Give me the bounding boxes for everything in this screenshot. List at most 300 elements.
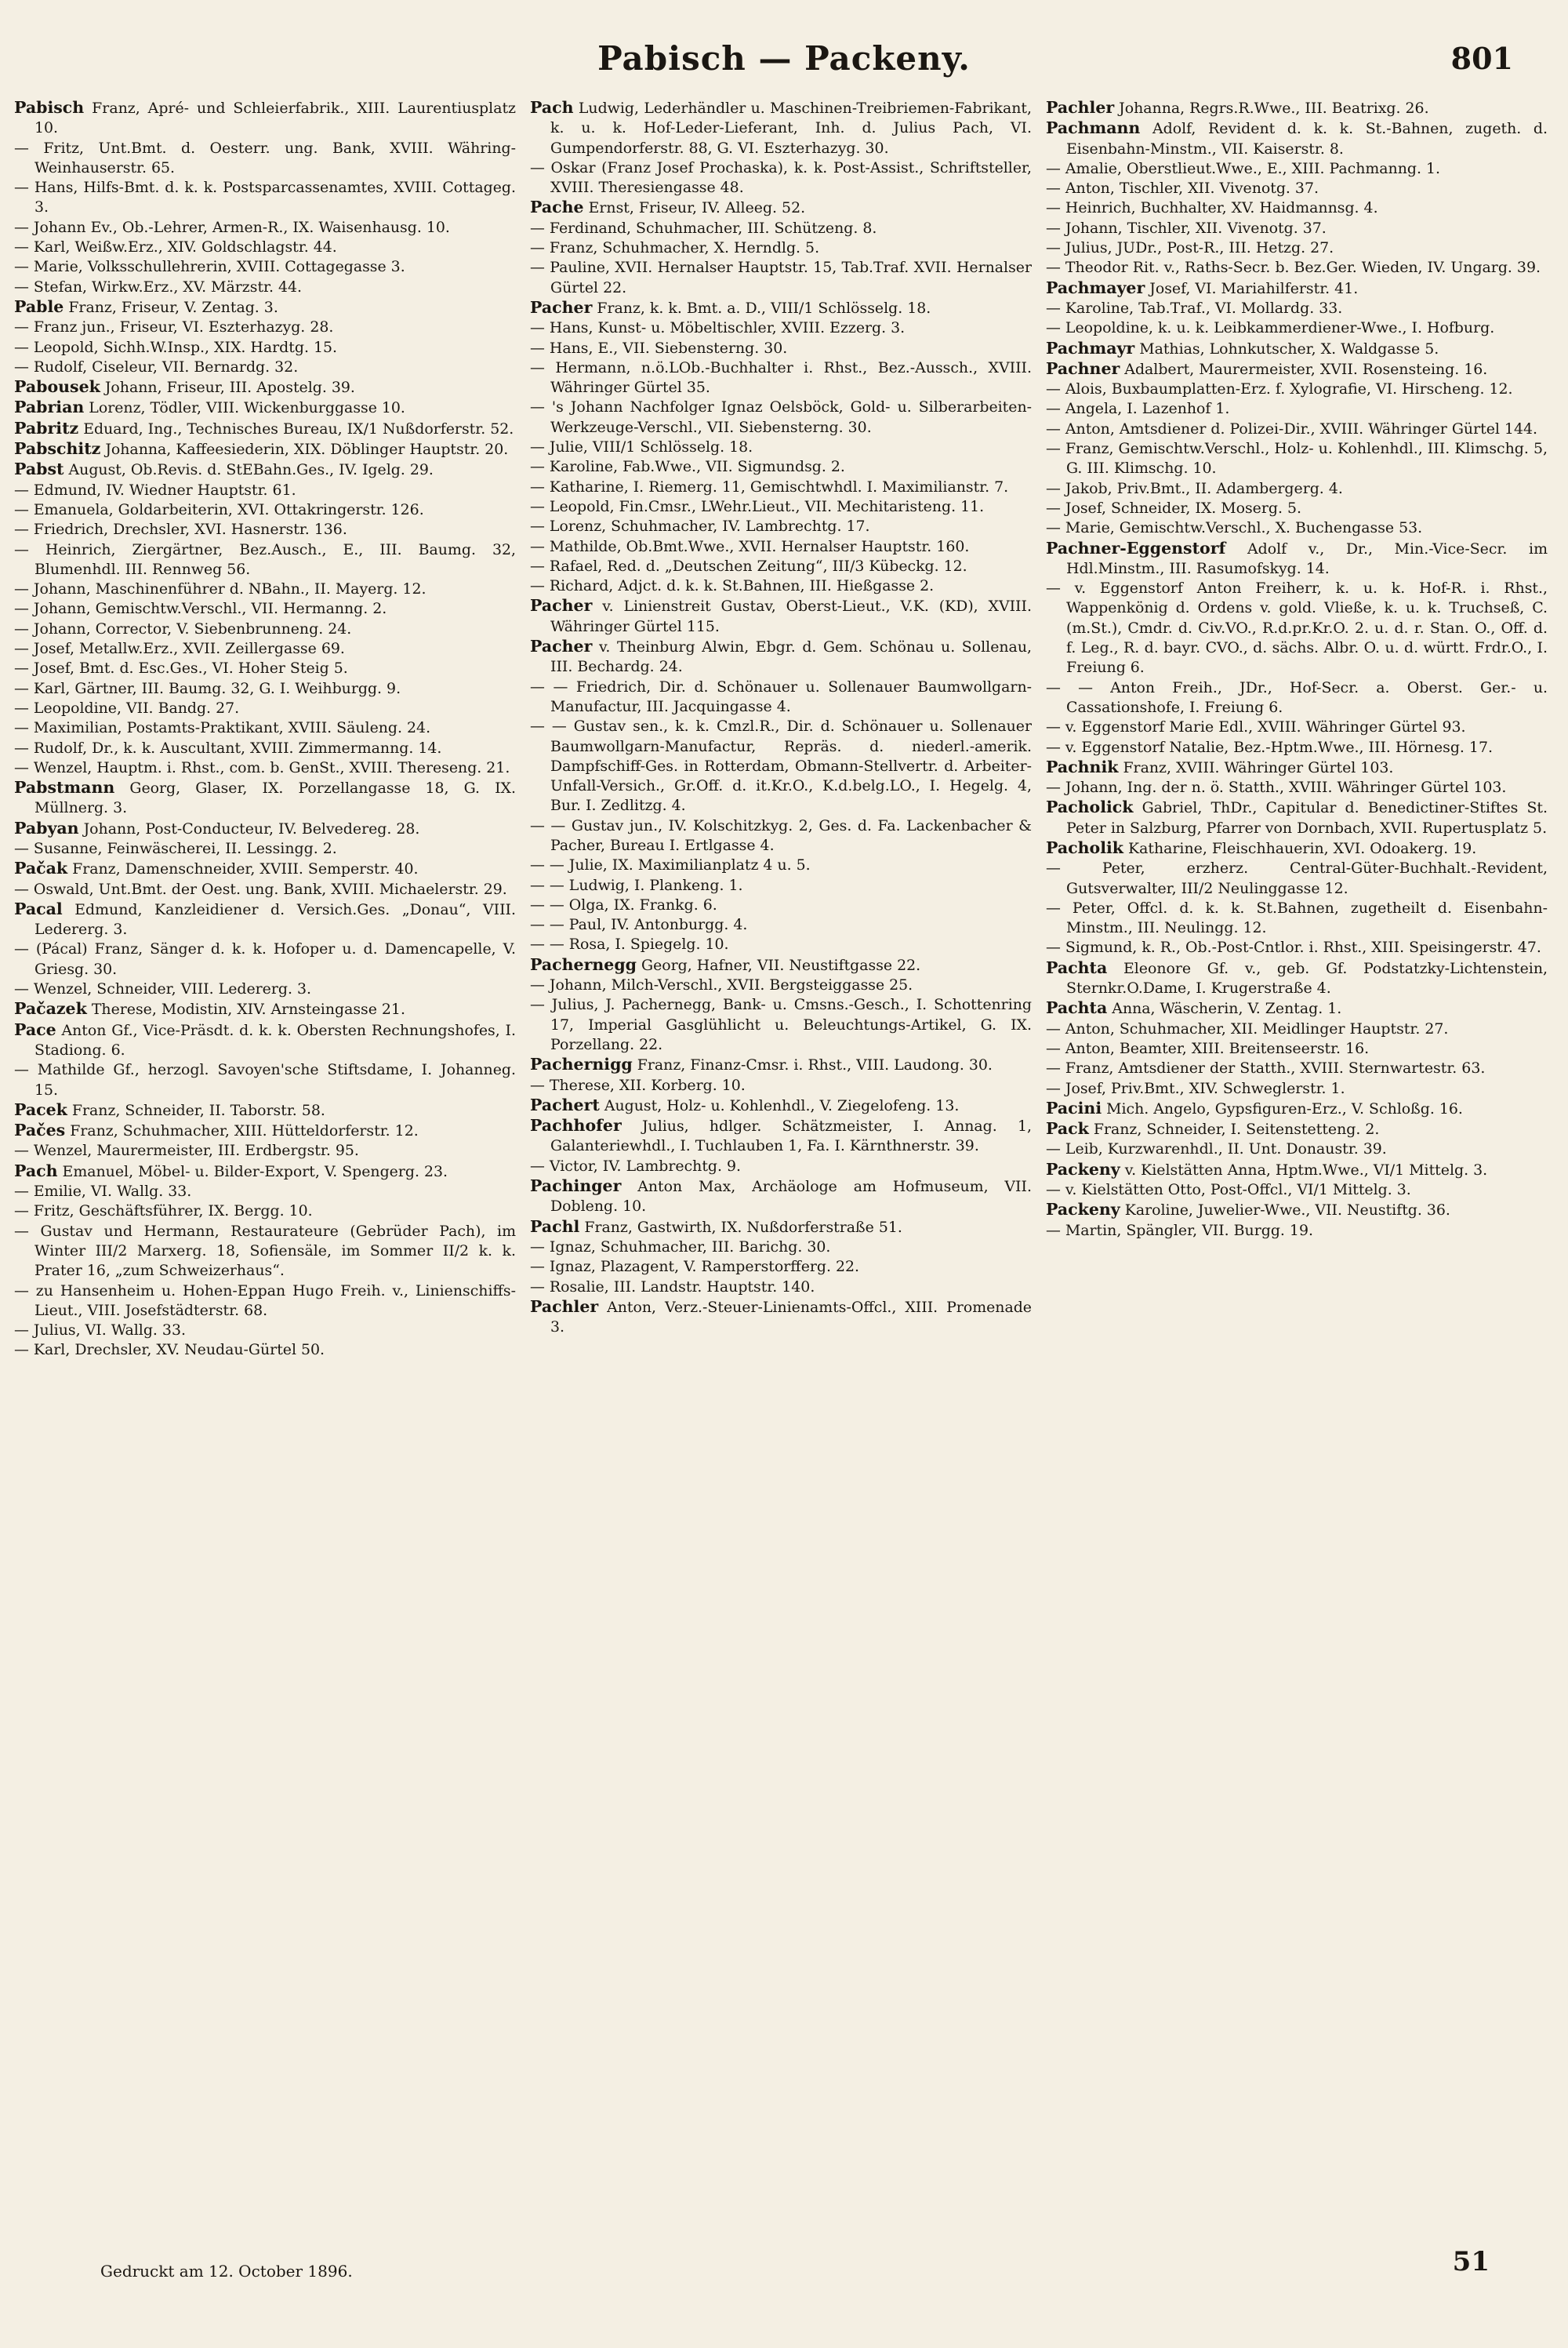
entry-text: — Johann Ev., Ob.-Lehrer, Armen-R., IX. Waisenhausg. 10. — [14, 218, 450, 236]
entry-text: — — Anton Freih., JDr., Hof-Secr. a. Oberst. Ger.- u. Cassationshofe, I. Freiung 6. — [1046, 678, 1548, 716]
entry-text: — v. Kielstätten Otto, Post-Offcl., VI/1 Mittelg. 3. — [1046, 1181, 1411, 1199]
directory-entry — [530, 517, 1032, 536]
entry-surname: Pabstmann — [14, 778, 115, 798]
entry-text: — Peter, Offcl. d. k. k. St.Bahnen, zugetheilt d. Eisenbahn-Minstm., III. Neulingg. 12. — [1046, 899, 1548, 937]
directory-entry — [1046, 278, 1548, 299]
entry-text: Katharine, Fleischhauerin, XVI. Odoakerg. 19. — [1123, 839, 1477, 857]
directory-entry — [14, 1222, 516, 1281]
running-head — [0, 39, 1568, 86]
entry-text: — Johann, Tischler, XII. Vivenotg. 37. — [1046, 219, 1327, 237]
directory-entry — [14, 439, 516, 460]
directory-entry — [1046, 399, 1548, 419]
entry-text: Edmund, Kanzleidiener d. Versich.Ges. „Donau“, VIII. Ledererg. 3. — [34, 900, 516, 939]
entry-text: Adalbert, Maurermeister, XVII. Rosensteing. 16. — [1120, 360, 1488, 378]
directory-entry — [530, 318, 1032, 338]
directory-entry — [14, 257, 516, 277]
directory-entry — [1046, 938, 1548, 958]
directory-entry — [1046, 299, 1548, 318]
directory-entry — [14, 859, 516, 879]
entry-text: — Wenzel, Hauptm. i. Rhst., com. b. GenSt., XVIII. Thereseng. 21. — [14, 758, 510, 776]
columns — [14, 98, 1551, 2219]
directory-entry — [1046, 718, 1548, 737]
entry-text: Josef, VI. Mariahilferstr. 41. — [1145, 279, 1359, 297]
entry-text: — Leopoldine, VII. Bandg. 27. — [14, 699, 240, 717]
entry-text: — Oskar (Franz Josef Prochaska), k. k. Post-Assist., Schriftsteller, XVIII. Theresiengasse 48. — [530, 158, 1032, 197]
directory-entry — [14, 377, 516, 398]
entry-surname: Pace — [14, 1020, 56, 1039]
directory-entry — [530, 219, 1032, 238]
directory-entry — [14, 1161, 516, 1182]
entry-text: — Fritz, Geschäftsführer, IX. Bergg. 10. — [14, 1202, 313, 1220]
entry-text: — Edmund, IV. Wiedner Hauptstr. 61. — [14, 481, 296, 499]
directory-entry — [1046, 1079, 1548, 1099]
directory-entry — [14, 178, 516, 218]
directory-entry — [530, 955, 1032, 976]
entry-surname: Pachner — [1046, 358, 1120, 378]
directory-entry — [14, 218, 516, 238]
directory-entry — [14, 699, 516, 718]
entry-surname: Pacher — [530, 637, 593, 656]
entry-surname: Pacholik — [1046, 838, 1123, 857]
entry-text: — Julius, VI. Wallg. 33. — [14, 1321, 186, 1339]
directory-entry — [530, 1278, 1032, 1297]
directory-entry — [1046, 1180, 1548, 1200]
entry-text: — Theodor Rit. v., Raths-Secr. b. Bez.Ger. Wieden, IV. Ungarg. 39. — [1046, 259, 1541, 277]
entry-text: — Franz, Amtsdiener der Statth., XVIII. Sternwartestr. 63. — [1046, 1060, 1486, 1078]
directory-entry — [14, 1020, 516, 1061]
entry-text: — Anton, Beamter, XIII. Breitenseerstr. 16. — [1046, 1039, 1370, 1057]
directory-entry — [14, 580, 516, 599]
directory-entry — [1046, 380, 1548, 399]
entry-text: — Hans, Kunst- u. Möbeltischler, XVIII. Ezzerg. 3. — [530, 319, 906, 337]
entry-text: — Josef, Schneider, IX. Moserg. 5. — [1046, 499, 1302, 517]
column-1 — [14, 98, 516, 2219]
directory-entry — [530, 358, 1032, 398]
directory-entry — [14, 940, 516, 980]
entry-text: — Rosalie, III. Landstr. Hauptstr. 140. — [530, 1278, 815, 1296]
entry-surname: Pacini — [1046, 1098, 1102, 1118]
directory-entry — [14, 1281, 516, 1321]
entry-surname: Pachner-Eggenstorf — [1046, 538, 1226, 558]
entry-text: Johann, Friseur, III. Apostelg. 39. — [100, 379, 355, 397]
entry-text: — — Gustav sen., k. k. Cmzl.R., Dir. d. Schönauer u. Sollenauer Baumwollgarn-Manufactur, Repräs. d. niederl.-amerik. Dampfschiff-Ges. in Rotterdam, Obmann-Stellvertr. d. Arbeiter-Unfall-Versich., Gr.Off. d. it.Kr.O., K.d.belg.LO., I. Hegelg. 4, Bur. I. Zedlitzg. 4. — [530, 718, 1032, 815]
entry-text: Adolf, Revident d. k. k. St.-Bahnen, zugeth. d. Eisenbahn-Minstm., VII. Kaiserstr. 8. — [1066, 120, 1548, 158]
directory-entry — [1046, 439, 1548, 479]
entry-surname: Pacher — [530, 596, 593, 616]
entry-surname: Pachta — [1046, 998, 1108, 1018]
entry-text: — Karl, Drechsler, XV. Neudau-Gürtel 50. — [14, 1341, 325, 1359]
directory-entry — [1046, 1099, 1548, 1119]
directory-entry — [530, 896, 1032, 915]
entry-surname: Pachnik — [1046, 757, 1119, 776]
entry-surname: Pacholick — [1046, 798, 1134, 817]
entry-surname: Pachl — [530, 1216, 580, 1236]
directory-entry — [530, 678, 1032, 718]
directory-entry — [1046, 98, 1548, 118]
directory-entry — [530, 576, 1032, 596]
entry-text: — Hermann, n.ö.LOb.-Buchhalter i. Rhst., Bez.-Aussch., XVIII. Währinger Gürtel 35. — [530, 358, 1032, 397]
entry-text: — v. Eggenstorf Anton Freiherr, k. u. k. Hof-R. i. Rhst., Wappenkönig d. Ordens v. gold. Vließe, k. u. k. Truchseß, C. (m.St.), Cmdr. d. Civ.VO., R.d.pr.Kr.O. 2. u. d. r. Stan. O., Off. d. f. Leg., R. d. bayr. CVO., d. sächs. Albr. O. u. d. württ. Frdr.O., I. Freiung 6. — [1046, 580, 1548, 677]
entry-text: — Mathilde, Ob.Bmt.Wwe., XVII. Hernalser Hauptstr. 160. — [530, 537, 970, 555]
entry-text: — Oswald, Unt.Bmt. der Oest. ung. Bank, XVIII. Michaelerstr. 29. — [14, 880, 507, 898]
directory-entry — [1046, 899, 1548, 939]
entry-surname: Pacek — [14, 1099, 67, 1119]
entry-text: — Hans, E., VII. Siebensterng. 30. — [530, 339, 788, 357]
directory-entry — [14, 880, 516, 900]
directory-entry — [1046, 738, 1548, 758]
entry-text: Anna, Wäscherin, V. Zentag. 1. — [1107, 1000, 1342, 1018]
directory-entry — [530, 238, 1032, 258]
directory-entry — [1046, 1020, 1548, 1039]
directory-entry — [530, 1096, 1032, 1116]
directory-entry — [530, 438, 1032, 457]
entry-text: — Wenzel, Schneider, VIII. Ledererg. 3. — [14, 980, 312, 998]
entry-text: August, Ob.Revis. d. StEBahn.Ges., IV. Igelg. 29. — [64, 461, 434, 479]
directory-entry — [14, 297, 516, 318]
directory-entry — [1046, 198, 1548, 218]
entry-surname: Pabritz — [14, 418, 79, 438]
page-footer — [0, 2243, 1568, 2306]
entry-text: — Johann, Ing. der n. ö. Statth., XVIII. Währinger Gürtel 103. — [1046, 779, 1507, 797]
entry-text: Anton Gf., Vice-Präsdt. d. k. k. Obersten Rechnungshofes, I. Stadiong. 6. — [34, 1021, 516, 1059]
entry-text: Ludwig, Lederhändler u. Maschinen-Treibriemen-Fabrikant, k. u. k. Hof-Leder-Lieferant, Inh. d. Julius Pach, VI. Gumpendorferstr. 88, G. VI. Eszterhazyg. 30. — [550, 100, 1032, 157]
entry-text: — Hans, Hilfs-Bmt. d. k. k. Postsparcassenamtes, XVIII. Cottageg. 3. — [14, 179, 516, 216]
directory-entry — [530, 915, 1032, 935]
entry-text: — Alois, Buxbaumplatten-Erz. f. Xylografie, VI. Hirscheng. 12. — [1046, 380, 1513, 398]
entry-text: — — Ludwig, I. Plankeng. 1. — [530, 876, 743, 894]
entry-text: — Marie, Gemischtw.Verschl., X. Buchengasse 53. — [1046, 519, 1423, 537]
directory-entry — [14, 839, 516, 859]
directory-entry — [14, 620, 516, 639]
entry-text: Anton, Verz.-Steuer-Linienamts-Offcl., XIII. Promenade 3. — [550, 1298, 1032, 1336]
entry-text: — Josef, Metallw.Erz., XVII. Zeillergasse 69. — [14, 640, 345, 658]
directory-entry — [1046, 499, 1548, 518]
entry-text: — (Pácal) Franz, Sänger d. k. k. Hofoper u. d. Damencapelle, V. Griesg. 30. — [14, 940, 516, 978]
directory-entry — [14, 358, 516, 377]
directory-entry — [530, 557, 1032, 576]
entry-surname: Pachert — [530, 1095, 600, 1114]
directory-entry — [1046, 1160, 1548, 1180]
entry-text: — Leopoldine, k. u. k. Leibkammerdiener-Wwe., I. Hofburg. — [1046, 319, 1495, 337]
directory-entry — [1046, 1119, 1548, 1139]
entry-surname: Packeny — [1046, 1159, 1120, 1179]
entry-text: — Therese, XII. Korberg. 10. — [530, 1076, 746, 1094]
directory-entry — [14, 1201, 516, 1221]
entry-text: — Johann, Milch-Verschl., XVII. Bergsteiggasse 25. — [530, 976, 913, 994]
directory-entry — [530, 1076, 1032, 1096]
directory-entry — [1046, 238, 1548, 258]
entry-text: — Anton, Schuhmacher, XII. Meidlinger Hauptstr. 27. — [1046, 1020, 1449, 1038]
directory-entry — [530, 1297, 1032, 1338]
entry-text: — v. Eggenstorf Marie Edl., XVIII. Währinger Gürtel 93. — [1046, 718, 1466, 736]
entry-text: — Leopold, Sichh.W.Insp., XIX. Hardtg. 15. — [14, 338, 338, 356]
entry-text: — Maximilian, Postamts-Praktikant, XVIII. Säuleng. 24. — [14, 719, 431, 737]
directory-entry — [1046, 1221, 1548, 1241]
directory-entry — [1046, 579, 1548, 678]
entry-text: — Amalie, Oberstlieut.Wwe., E., XIII. Pachmanng. 1. — [1046, 159, 1441, 177]
entry-surname: Pachmann — [1046, 118, 1141, 138]
entry-text: — Franz, Gemischtw.Verschl., Holz- u. Kohlenhdl., III. Klimschg. 5, G. III. Klimschg. 10. — [1046, 440, 1548, 478]
entry-surname: Packeny — [1046, 1200, 1120, 1219]
directory-entry — [530, 1238, 1032, 1257]
entry-text: — Wenzel, Maurermeister, III. Erdbergstr. 95. — [14, 1142, 359, 1160]
page-title: Pabisch — Packeny. — [597, 39, 971, 78]
directory-entry — [14, 1100, 516, 1121]
entry-text: — Richard, Adjct. d. k. k. St.Bahnen, III. Hießgasse 2. — [530, 577, 935, 595]
entry-surname: Pacal — [14, 899, 63, 918]
directory-entry — [1046, 838, 1548, 859]
entry-text: — Johann, Gemischtw.Verschl., VII. Hermanng. 2. — [14, 600, 387, 618]
directory-entry — [530, 816, 1032, 856]
directory-entry — [14, 500, 516, 520]
entry-text: — Katharine, I. Riemerg. 11, Gemischtwhdl. I. Maximilianstr. 7. — [530, 478, 1009, 496]
entry-surname: Pable — [14, 296, 64, 316]
entry-text: — Josef, Bmt. d. Esc.Ges., VI. Hoher Steig 5. — [14, 660, 348, 678]
directory-entry — [14, 1141, 516, 1161]
entry-text: Eduard, Ing., Technisches Bureau, IX/1 Nußdorferstr. 52. — [78, 420, 514, 438]
directory-entry — [14, 540, 516, 580]
entry-text: — — Rosa, I. Spiegelg. 10. — [530, 936, 729, 954]
entry-text: — Rudolf, Dr., k. k. Auscultant, XVIII. Zimmermanng. 14. — [14, 739, 442, 757]
entry-text: — Heinrich, Buchhalter, XV. Haidmannsg. 4. — [1046, 199, 1378, 217]
entry-text: — Stefan, Wirkw.Erz., XV. Märzstr. 44. — [14, 278, 303, 296]
directory-entry — [1046, 359, 1548, 380]
entry-text: — Johann, Corrector, V. Siebenbrunneng. 24. — [14, 620, 352, 638]
entry-text: Franz, Apré- und Schleierfabrik., XIII. Laurentiusplatz 10. — [34, 100, 516, 137]
entry-text: Karoline, Juwelier-Wwe., VII. Neustiftg. 36. — [1120, 1201, 1450, 1219]
entry-text: Johanna, Kaffeesiederin, XIX. Döblinger Hauptstr. 20. — [100, 441, 509, 459]
directory-entry — [530, 497, 1032, 517]
directory-entry — [14, 1340, 516, 1360]
directory-entry — [530, 1176, 1032, 1217]
directory-entry — [1046, 479, 1548, 499]
entry-text: — 's Johann Nachfolger Ignaz Oelsböck, Gold- u. Silberarbeiten-Werkzeuge-Verschl., VII. Siebensterng. 30. — [530, 398, 1032, 436]
directory-entry — [530, 298, 1032, 318]
entry-surname: Pabst — [14, 460, 64, 479]
directory-entry — [530, 478, 1032, 497]
entry-text: Franz, Friseur, V. Zentag. 3. — [64, 298, 278, 316]
directory-entry — [14, 639, 516, 659]
directory-entry — [14, 718, 516, 738]
directory-entry — [530, 596, 1032, 637]
entry-text: — Leopold, Fin.Cmsr., LWehr.Lieut., VII. Mechitaristeng. 11. — [530, 497, 985, 515]
entry-text: Gabriel, ThDr., Capitular d. Benedictiner-Stiftes St. Peter in Salzburg, Pfarrer von Dornbach, XVII. Rupertusplatz 5. — [1066, 799, 1548, 837]
entry-text: Georg, Glaser, IX. Porzellangasse 18, G. IX. Müllnerg. 3. — [34, 780, 516, 817]
entry-text: — Julie, VIII/1 Schlösselg. 18. — [530, 438, 753, 456]
directory-entry — [530, 995, 1032, 1055]
entry-text: — Victor, IV. Lambrechtg. 9. — [530, 1157, 742, 1175]
entry-text: v. Kielstätten Anna, Hptm.Wwe., VI/1 Mittelg. 3. — [1120, 1161, 1488, 1179]
entry-surname: Pache — [530, 198, 584, 217]
entry-text: — Franz, Schuhmacher, X. Herndlg. 5. — [530, 239, 820, 257]
entry-text: — Karl, Gärtner, III. Baumg. 32, G. I. Weihburgg. 9. — [14, 679, 401, 697]
entry-text: — — Gustav jun., IV. Kolschitzkyg. 2, Ges. d. Fa. Lackenbacher & Pacher, Bureau I. Ertlgasse 4. — [530, 816, 1032, 854]
entry-text: — Fritz, Unt.Bmt. d. Oesterr. ung. Bank, XVIII. Währing-Weinhauserstr. 65. — [14, 139, 516, 176]
directory-entry — [14, 338, 516, 358]
entry-text: — — Friedrich, Dir. d. Schönauer u. Sollenauer Baumwollgarn-Manufactur, III. Jacquingasse 4. — [530, 678, 1032, 715]
entry-surname: Pachmayr — [1046, 338, 1135, 358]
entry-text: — Friedrich, Drechsler, XVI. Hasnerstr. 136. — [14, 521, 347, 539]
directory-entry — [14, 98, 516, 139]
entry-surname: Pačes — [14, 1121, 66, 1140]
entry-surname: Pachhofer — [530, 1116, 622, 1136]
entry-text: — Ignaz, Plazagent, V. Ramperstorfferg. 22. — [530, 1258, 860, 1276]
directory-entry — [14, 139, 516, 179]
entry-text: — Johann, Maschinenführer d. NBahn., II. Mayerg. 12. — [14, 580, 426, 598]
directory-entry — [14, 758, 516, 778]
directory-entry — [14, 238, 516, 257]
directory-entry — [1046, 159, 1548, 179]
entry-surname: Pack — [1046, 1119, 1089, 1139]
directory-entry — [1046, 1200, 1548, 1220]
directory-entry — [1046, 1039, 1548, 1059]
entry-text: Georg, Hafner, VII. Neustiftgasse 22. — [637, 956, 921, 974]
column-3 — [1046, 98, 1548, 2219]
directory-entry — [1046, 518, 1548, 538]
directory-entry — [1046, 758, 1548, 778]
directory-entry — [530, 98, 1032, 158]
entry-text: Johanna, Regrs.R.Wwe., III. Beatrixg. 26. — [1114, 100, 1429, 117]
entry-surname: Pachler — [530, 1296, 599, 1316]
entry-text: v. Linienstreit Gustav, Oberst-Lieut., V.K. (KD), XVIII. Währinger Gürtel 115. — [550, 598, 1032, 635]
entry-text: — Ferdinand, Schuhmacher, III. Schützeng. 8. — [530, 219, 877, 237]
entry-text: — Leib, Kurzwarenhdl., II. Unt. Donaustr. 39. — [1046, 1140, 1387, 1158]
entry-text: — Mathilde Gf., herzogl. Savoyen'sche Stiftsdame, I. Johanneg. 15. — [14, 1061, 516, 1099]
directory-entry — [1046, 859, 1548, 899]
entry-text: — — Julie, IX. Maximilianplatz 4 u. 5. — [530, 856, 811, 874]
directory-entry — [1046, 998, 1548, 1019]
directory-entry — [14, 398, 516, 418]
directory-entry — [14, 599, 516, 619]
entry-text: Franz, XVIII. Währinger Gürtel 103. — [1118, 758, 1394, 776]
entry-text: — Ignaz, Schuhmacher, III. Barichg. 30. — [530, 1238, 831, 1256]
directory-entry — [1046, 958, 1548, 999]
entry-text: Ernst, Friseur, IV. Alleeg. 52. — [583, 199, 806, 217]
entry-text: v. Theinburg Alwin, Ebgr. d. Gem. Schönau u. Sollenau, III. Bechardg. 24. — [550, 638, 1032, 676]
entry-text: — Rafael, Red. d. „Deutschen Zeitung“, III/3 Kübeckg. 12. — [530, 557, 967, 575]
directory-entry — [14, 980, 516, 999]
directory-entry — [530, 976, 1032, 995]
entry-surname: Pabisch — [14, 98, 85, 117]
entry-surname: Pačazek — [14, 999, 87, 1019]
directory-entry — [1046, 219, 1548, 238]
entry-text: Franz, Schneider, I. Seitenstetteng. 2. — [1088, 1121, 1380, 1139]
entry-text: — — Olga, IX. Frankg. 6. — [530, 896, 717, 914]
directory-entry — [1046, 420, 1548, 439]
entry-text: Franz, Gastwirth, IX. Nußdorferstraße 51. — [579, 1218, 902, 1236]
directory-entry — [14, 819, 516, 839]
directory-entry — [530, 935, 1032, 954]
entry-surname: Pachernigg — [530, 1055, 633, 1074]
entry-text: — Susanne, Feinwäscherei, II. Lessingg. 2. — [14, 839, 337, 857]
directory-entry — [14, 419, 516, 439]
entry-text: Emanuel, Möbel- u. Bilder-Export, V. Spengerg. 23. — [57, 1162, 448, 1180]
entry-text: — Julius, JUDr., Post-R., III. Hetzg. 27. — [1046, 239, 1334, 257]
directory-entry — [530, 198, 1032, 218]
entry-text: Lorenz, Tödler, VIII. Wickenburggasse 10. — [84, 399, 405, 417]
directory-entry — [14, 481, 516, 500]
directory-entry — [14, 1321, 516, 1340]
directory-entry — [14, 778, 516, 819]
entry-text: Franz, Finanz-Cmsr. i. Rhst., VIII. Laudong. 30. — [632, 1056, 993, 1074]
entry-text: — Emanuela, Goldarbeiterin, XVI. Ottakringerstr. 126. — [14, 500, 424, 518]
entry-surname: Pabyan — [14, 818, 79, 838]
directory-entry — [530, 398, 1032, 438]
entry-text: — Karoline, Fab.Wwe., VII. Sigmundsg. 2. — [530, 458, 845, 476]
entry-text: — Emilie, VI. Wallg. 33. — [14, 1183, 192, 1201]
directory-entry — [530, 637, 1032, 678]
column-2 — [530, 98, 1032, 2219]
entry-text: — Heinrich, Ziergärtner, Bez.Ausch., E., III. Baumg. 32, Blumenhdl. III. Rennweg 56. — [14, 540, 516, 578]
directory-entry — [530, 457, 1032, 477]
entry-text: Franz, Schuhmacher, XIII. Hütteldorferstr. 12. — [65, 1122, 419, 1140]
directory-entry — [530, 856, 1032, 875]
directory-entry — [1046, 798, 1548, 838]
entry-surname: Pach — [14, 1161, 58, 1180]
entry-text: — Martin, Spängler, VII. Burgg. 19. — [1046, 1221, 1313, 1239]
entry-surname: Pachler — [1046, 98, 1115, 117]
directory-entry — [530, 258, 1032, 298]
entry-text: Mich. Angelo, Gypsfiguren-Erz., V. Schloßg. 16. — [1102, 1099, 1463, 1118]
entry-text: — Josef, Priv.Bmt., XIV. Schweglerstr. 1. — [1046, 1079, 1345, 1097]
directory-entry — [1046, 1139, 1548, 1159]
entry-surname: Pachinger — [530, 1176, 622, 1196]
directory-entry — [14, 1060, 516, 1100]
entry-text: — v. Eggenstorf Natalie, Bez.-Hptm.Wwe., III. Hörnesg. 17. — [1046, 738, 1493, 756]
entry-text: — Karoline, Tab.Traf., VI. Mollardg. 33. — [1046, 299, 1343, 317]
entry-text: — Anton, Tischler, XII. Vivenotg. 37. — [1046, 180, 1319, 198]
directory-entry — [14, 1182, 516, 1201]
entry-text: — — Paul, IV. Antonburgg. 4. — [530, 916, 748, 934]
directory-entry — [530, 1257, 1032, 1277]
directory-entry — [14, 900, 516, 940]
entry-text: — Marie, Volksschullehrerin, XVIII. Cottagegasse 3. — [14, 258, 405, 276]
entry-text: — Pauline, XVII. Hernalser Hauptstr. 15, Tab.Traf. XVII. Hernalser Gürtel 22. — [530, 259, 1032, 296]
entry-text: — Anton, Amtsdiener d. Polizei-Dir., XVIII. Währinger Gürtel 144. — [1046, 420, 1537, 438]
entry-surname: Pabrian — [14, 398, 85, 417]
entry-text: August, Holz- u. Kohlenhdl., V. Ziegelofeng. 13. — [599, 1096, 960, 1114]
directory-entry — [530, 1157, 1032, 1176]
entry-text: Julius, hdlger. Schätzmeister, I. Annag. 1, Galanteriewhdl., I. Tuchlauben 1, Fa. I. Kärnthnerstr. 39. — [550, 1118, 1032, 1155]
entry-surname: Pacher — [530, 297, 593, 317]
entry-text: Johann, Post-Conducteur, IV. Belvedereg. 28. — [78, 820, 420, 838]
directory-entry — [1046, 539, 1548, 580]
directory-entry — [1046, 778, 1548, 798]
entry-text: Franz, Schneider, II. Taborstr. 58. — [67, 1101, 325, 1119]
directory-entry — [14, 659, 516, 678]
directory-entry — [14, 679, 516, 699]
entry-surname: Pachmayer — [1046, 278, 1145, 297]
entry-text: — Franz jun., Friseur, VI. Eszterhazyg. 28. — [14, 318, 334, 336]
directory-entry — [1046, 118, 1548, 159]
entry-text: Anton Max, Archäologe am Hofmuseum, VII. Dobleng. 10. — [550, 1178, 1032, 1216]
entry-text: — Rudolf, Ciseleur, VII. Bernardg. 32. — [14, 358, 299, 376]
directory-entry — [14, 999, 516, 1020]
directory-entry — [530, 537, 1032, 557]
entry-text: — zu Hansenheim u. Hohen-Eppan Hugo Freih. v., Linienschiffs-Lieut., VIII. Josefstädterstr. 68. — [14, 1281, 516, 1319]
directory-entry — [14, 520, 516, 540]
entry-surname: Pačak — [14, 859, 68, 878]
entry-surname: Pachernegg — [530, 954, 637, 974]
entry-text: Adolf v., Dr., Min.-Vice-Secr. im Hdl.Minstm., III. Rasumofskyg. 14. — [1066, 540, 1548, 577]
entry-text: Mathias, Lohnkutscher, X. Waldgasse 5. — [1134, 340, 1439, 358]
directory-entry — [1046, 318, 1548, 338]
entry-text: — Sigmund, k. R., Ob.-Post-Cntlor. i. Rhst., XIII. Speisingerstr. 47. — [1046, 939, 1541, 957]
directory-entry — [1046, 258, 1548, 278]
directory-entry — [1046, 339, 1548, 359]
directory-entry — [14, 1121, 516, 1141]
directory-entry — [530, 1116, 1032, 1157]
